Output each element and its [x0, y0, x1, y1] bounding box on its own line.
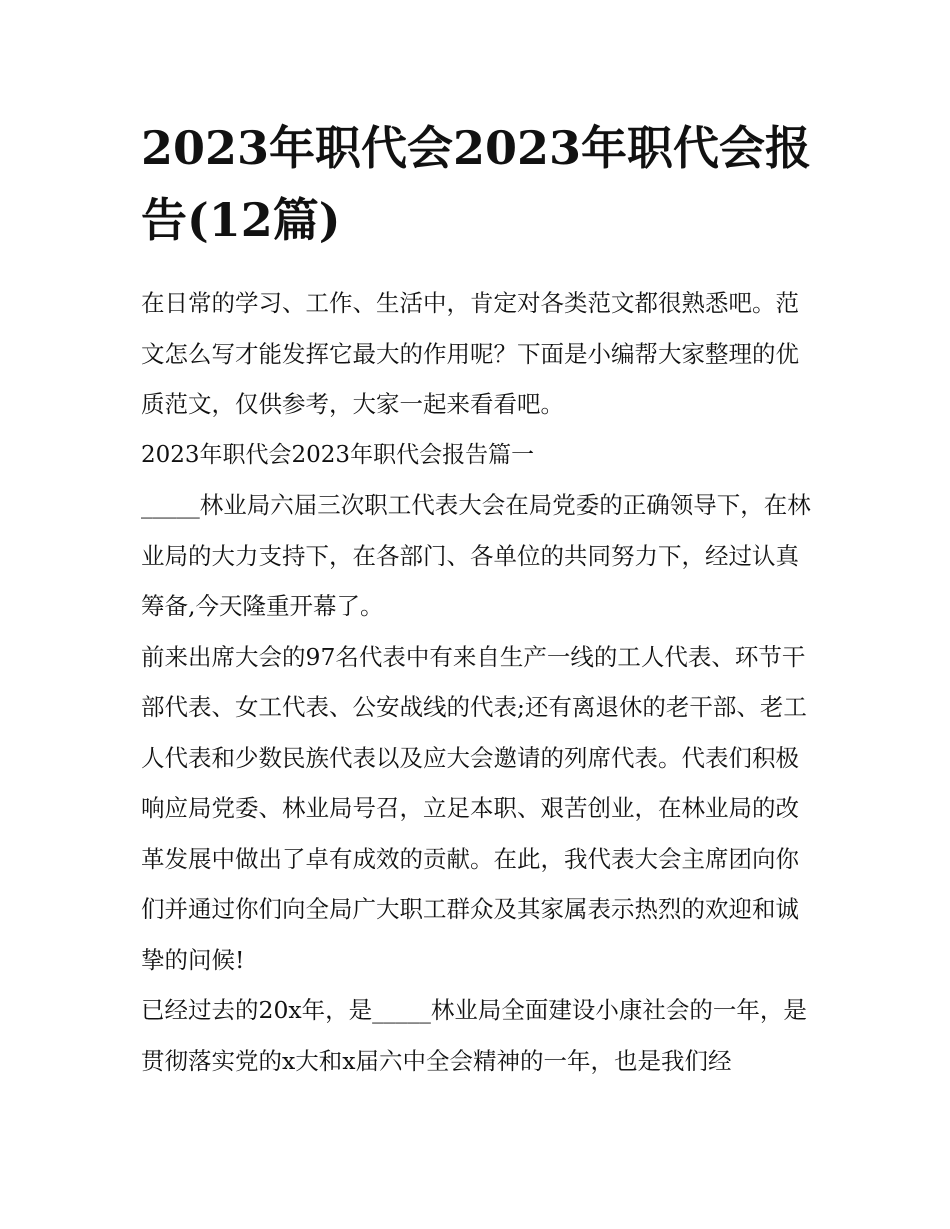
document-title: 2023年职代会2023年职代会报告(12篇) — [141, 121, 812, 247]
section-heading: 2023年职代会2023年职代会报告篇一 — [141, 441, 535, 468]
document-page — [141, 112, 821, 1086]
body-paragraph-review: 已经过去的20x年，是_____林业局全面建设小康社会的一年，是贯彻落实党的x大和x届六中全会精神的一年，也是我们经 — [141, 996, 807, 1075]
body-paragraph-opening: _____林业局六届三次职工代表大会在局党委的正确领导下，在林业局的大力支持下，在各部门、各单位的共同努力下，经过认真筹备,今天隆重开幕了。 — [141, 491, 811, 620]
body-paragraph-delegates: 前来出席大会的97名代表中有来自生产一线的工人代表、环节干部代表、女工代表、公安战线的代表;还有离退休的老干部、老工人代表和少数民族代表以及应大会邀请的列席代表。代表们积极响应局党委、林业局号召，立足本职、艰苦创业，在林业局的改革发展中做出了卓有成效的贡献。在此，我代表大会主席团向你们并通过你们向全局广大职工群众及其家属表示热烈的欢迎和诚挚的问候! — [141, 642, 807, 974]
intro-paragraph: 在日常的学习、工作、生活中，肯定对各类范文都很熟悉吧。范文怎么写才能发挥它最大的作用呢？下面是小编帮大家整理的优质范文，仅供参考，大家一起来看看吧。 — [141, 289, 799, 418]
document-body — [141, 278, 821, 1086]
